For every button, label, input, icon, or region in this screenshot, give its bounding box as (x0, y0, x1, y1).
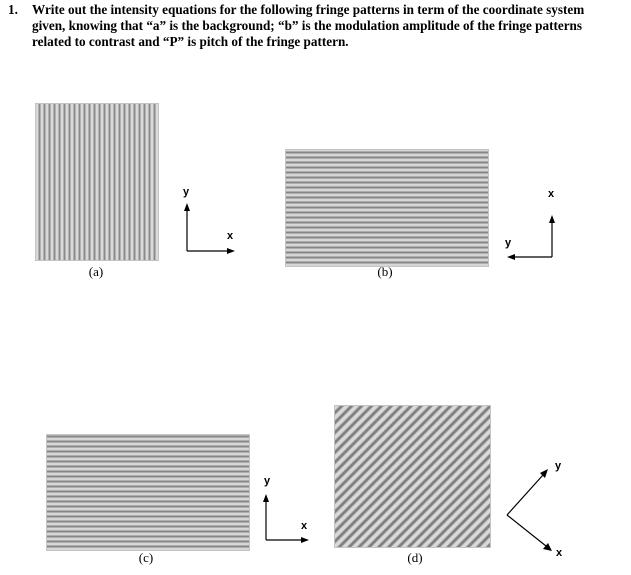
axis-label-c-x: x (301, 520, 308, 532)
fringe-pattern-a (35, 103, 159, 261)
axis-label-c-y: y (264, 475, 271, 487)
fringe-pattern-b (285, 149, 489, 267)
axes-b (500, 200, 570, 270)
fringe-pattern-d (334, 405, 491, 548)
axis-label-b-y: y (505, 237, 512, 249)
caption-a: (a) (88, 264, 104, 279)
axis-label-d-y: y (555, 460, 562, 472)
question-text: Write out the intensity equations for the following fringe patterns in term of the coordinate system given, knowing that “a” is the background; “b” is the modulation amplitude of the fringe patterns related to contrast and “P” is pitch of the fringe pattern. (32, 2, 585, 49)
axis-label-a-y: y (183, 186, 190, 198)
caption-c: (c) (138, 550, 154, 565)
caption-b: (b) (377, 264, 393, 279)
caption-d: (d) (407, 550, 423, 565)
question-number: 1. (8, 2, 18, 17)
axis-label-a-x: x (227, 230, 234, 242)
axis-label-b-x: x (548, 188, 555, 200)
axis-label-d-x: x (556, 547, 563, 559)
axes-c (258, 485, 318, 555)
fringe-pattern-c (46, 434, 250, 551)
